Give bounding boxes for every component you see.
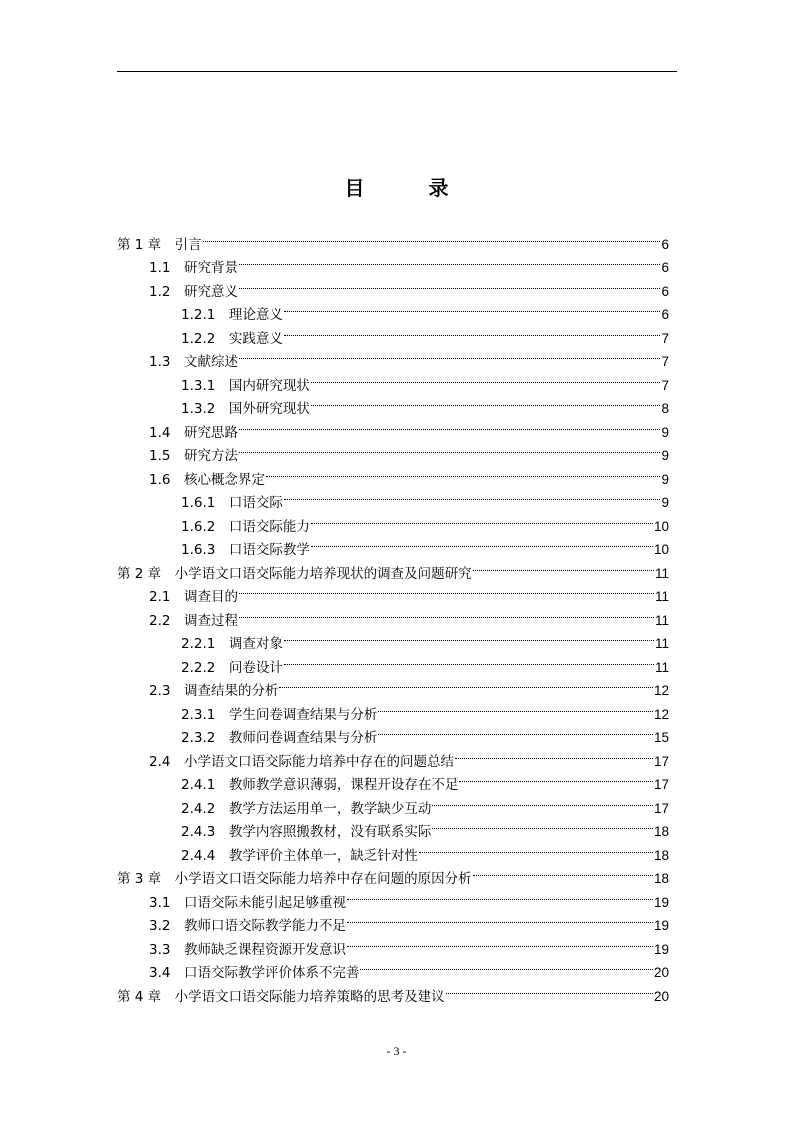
toc-entry-label: 3.1 口语交际未能引起足够重视 xyxy=(149,894,346,911)
table-of-contents xyxy=(117,225,669,1005)
toc-entry-page: 6 xyxy=(661,260,669,275)
toc-entry-page: 7 xyxy=(661,354,669,369)
toc-dot-leader xyxy=(347,930,653,954)
toc-entry-page: 17 xyxy=(653,777,669,792)
toc-dot-leader xyxy=(284,648,654,672)
toc-dot-leader xyxy=(446,977,653,1001)
toc-dot-leader xyxy=(311,366,661,390)
toc-dot-leader xyxy=(432,789,653,813)
toc-entry-page: 8 xyxy=(661,401,669,416)
toc-dot-leader xyxy=(239,578,654,602)
toc-entry-page: 19 xyxy=(653,894,669,910)
toc-entry-label: 1.2.1 理论意义 xyxy=(181,307,283,323)
toc-entry-page: 19 xyxy=(653,941,669,957)
toc-dot-leader xyxy=(239,437,661,461)
toc-entry-label: 1.1 研究背景 xyxy=(149,260,238,276)
toc-entry-label: 2.4.2 教学方法运用单一，教学缺少互动 xyxy=(181,800,432,817)
toc-entry-label: 第 3 章 小学语文口语交际能力培养中存在问题的原因分析 xyxy=(117,871,472,887)
toc-entry-label: 2.4.1 教师教学意识薄弱，课程开设存在不足 xyxy=(181,777,459,793)
toc-entry-page: 9 xyxy=(661,495,669,510)
toc-entry-label: 2.3.1 学生问卷调查结果与分析 xyxy=(181,706,378,723)
toc-dot-leader xyxy=(239,601,654,625)
toc-entry-page: 9 xyxy=(661,471,669,487)
toc-entry-label: 1.3.1 国内研究现状 xyxy=(181,377,310,394)
toc-entry-label: 2.2 调查过程 xyxy=(149,612,238,629)
toc-entry-page: 6 xyxy=(661,307,669,322)
toc-entry-label: 2.4.3 教学内容照搬教材，没有联系实际 xyxy=(181,824,432,840)
toc-dot-leader xyxy=(279,672,652,696)
toc-entry-label: 1.6.2 口语交际能力 xyxy=(181,518,310,535)
toc-dot-leader xyxy=(311,531,653,555)
toc-dot-leader xyxy=(459,766,653,790)
toc-entry-page: 10 xyxy=(653,542,669,557)
toc-dot-leader xyxy=(284,296,661,320)
header-rule xyxy=(117,71,677,72)
toc-entry-page: 12 xyxy=(653,706,669,722)
toc-entry-label: 2.4.4 教学评价主体单一，缺乏针对性 xyxy=(181,847,418,864)
toc-entry-page: 18 xyxy=(653,871,669,886)
toc-entry-label: 1.6.1 口语交际 xyxy=(181,495,283,511)
toc-entry-label: 1.3 文献综述 xyxy=(149,354,238,370)
toc-entry-page: 18 xyxy=(653,824,669,839)
toc-entry-label: 3.3 教师缺乏课程资源开发意识 xyxy=(149,941,346,958)
toc-entry-label: 2.3 调查结果的分析 xyxy=(149,683,279,699)
toc-entry-page: 11 xyxy=(654,612,669,628)
toc-entry-page: 11 xyxy=(654,589,669,604)
toc-entry-page: 17 xyxy=(653,800,669,816)
toc-entry-label: 1.6 核心概念界定 xyxy=(149,471,265,488)
toc-entry-page: 12 xyxy=(653,683,669,698)
toc-entry-label: 第 2 章 小学语文口语交际能力培养现状的调查及问题研究 xyxy=(117,565,472,582)
toc-entry[interactable] xyxy=(117,225,669,253)
toc-entry-page: 7 xyxy=(661,377,669,393)
toc-dot-leader xyxy=(239,249,661,273)
toc-dot-leader xyxy=(347,907,653,931)
toc-dot-leader xyxy=(360,954,652,978)
toc-entry-page: 10 xyxy=(653,518,669,534)
toc-entry-label: 第 1 章 引言 xyxy=(117,236,202,253)
toc-dot-leader xyxy=(311,507,653,531)
toc-dot-leader xyxy=(266,460,661,484)
toc-entry-page: 20 xyxy=(653,988,669,1004)
toc-dot-leader xyxy=(239,343,661,367)
toc-entry-page: 7 xyxy=(661,330,669,346)
toc-entry-label: 2.2.2 问卷设计 xyxy=(181,659,283,676)
toc-dot-leader xyxy=(378,695,653,719)
toc-dot-leader xyxy=(284,484,661,508)
toc-dot-leader xyxy=(284,625,654,649)
toc-entry-page: 19 xyxy=(653,918,669,933)
toc-dot-leader xyxy=(473,860,653,884)
toc-entry-label: 1.3.2 国外研究现状 xyxy=(181,401,310,417)
toc-dot-leader xyxy=(378,719,653,743)
toc-entry-page: 9 xyxy=(661,424,669,440)
toc-entry-page: 11 xyxy=(654,565,669,581)
toc-entry-page: 9 xyxy=(661,448,669,463)
toc-entry-page: 18 xyxy=(653,847,669,863)
toc-title: 目 录 xyxy=(344,176,471,200)
toc-dot-leader xyxy=(347,883,653,907)
toc-dot-leader xyxy=(419,836,653,860)
toc-entry-label: 1.4 研究思路 xyxy=(149,424,238,441)
toc-entry-page: 11 xyxy=(654,659,669,675)
toc-entry-label: 第 4 章 小学语文口语交际能力培养策略的思考及建议 xyxy=(117,988,445,1005)
toc-entry-label: 3.4 口语交际教学评价体系不完善 xyxy=(149,965,360,981)
toc-dot-leader xyxy=(455,742,653,766)
toc-dot-leader xyxy=(432,813,653,837)
toc-entry-label: 1.2 研究意义 xyxy=(149,283,238,300)
toc-entry-page: 6 xyxy=(661,283,669,299)
toc-entry-page: 6 xyxy=(661,236,669,252)
toc-entry-label: 1.2.2 实践意义 xyxy=(181,330,283,347)
toc-dot-leader xyxy=(239,413,661,437)
toc-entry-label: 1.6.3 口语交际教学 xyxy=(181,542,310,558)
toc-entry-label: 1.5 研究方法 xyxy=(149,448,238,464)
toc-entry-label: 2.1 调查目的 xyxy=(149,589,238,605)
toc-entry-label: 2.3.2 教师问卷调查结果与分析 xyxy=(181,730,378,746)
toc-entry-page: 17 xyxy=(653,753,669,769)
toc-entry-page: 15 xyxy=(653,730,669,745)
toc-entry-page: 20 xyxy=(653,965,669,980)
toc-entry-label: 2.2.1 调查对象 xyxy=(181,636,283,652)
toc-entry-page: 11 xyxy=(654,636,669,651)
toc-dot-leader xyxy=(239,272,661,296)
toc-dot-leader xyxy=(473,554,654,578)
page-number: - 3 - xyxy=(386,1044,407,1058)
toc-dot-leader xyxy=(284,319,661,343)
toc-dot-leader xyxy=(311,390,661,414)
toc-entry-label: 3.2 教师口语交际教学能力不足 xyxy=(149,918,346,934)
toc-dot-leader xyxy=(203,225,661,249)
toc-entry-label: 2.4 小学语文口语交际能力培养中存在的问题总结 xyxy=(149,753,454,770)
